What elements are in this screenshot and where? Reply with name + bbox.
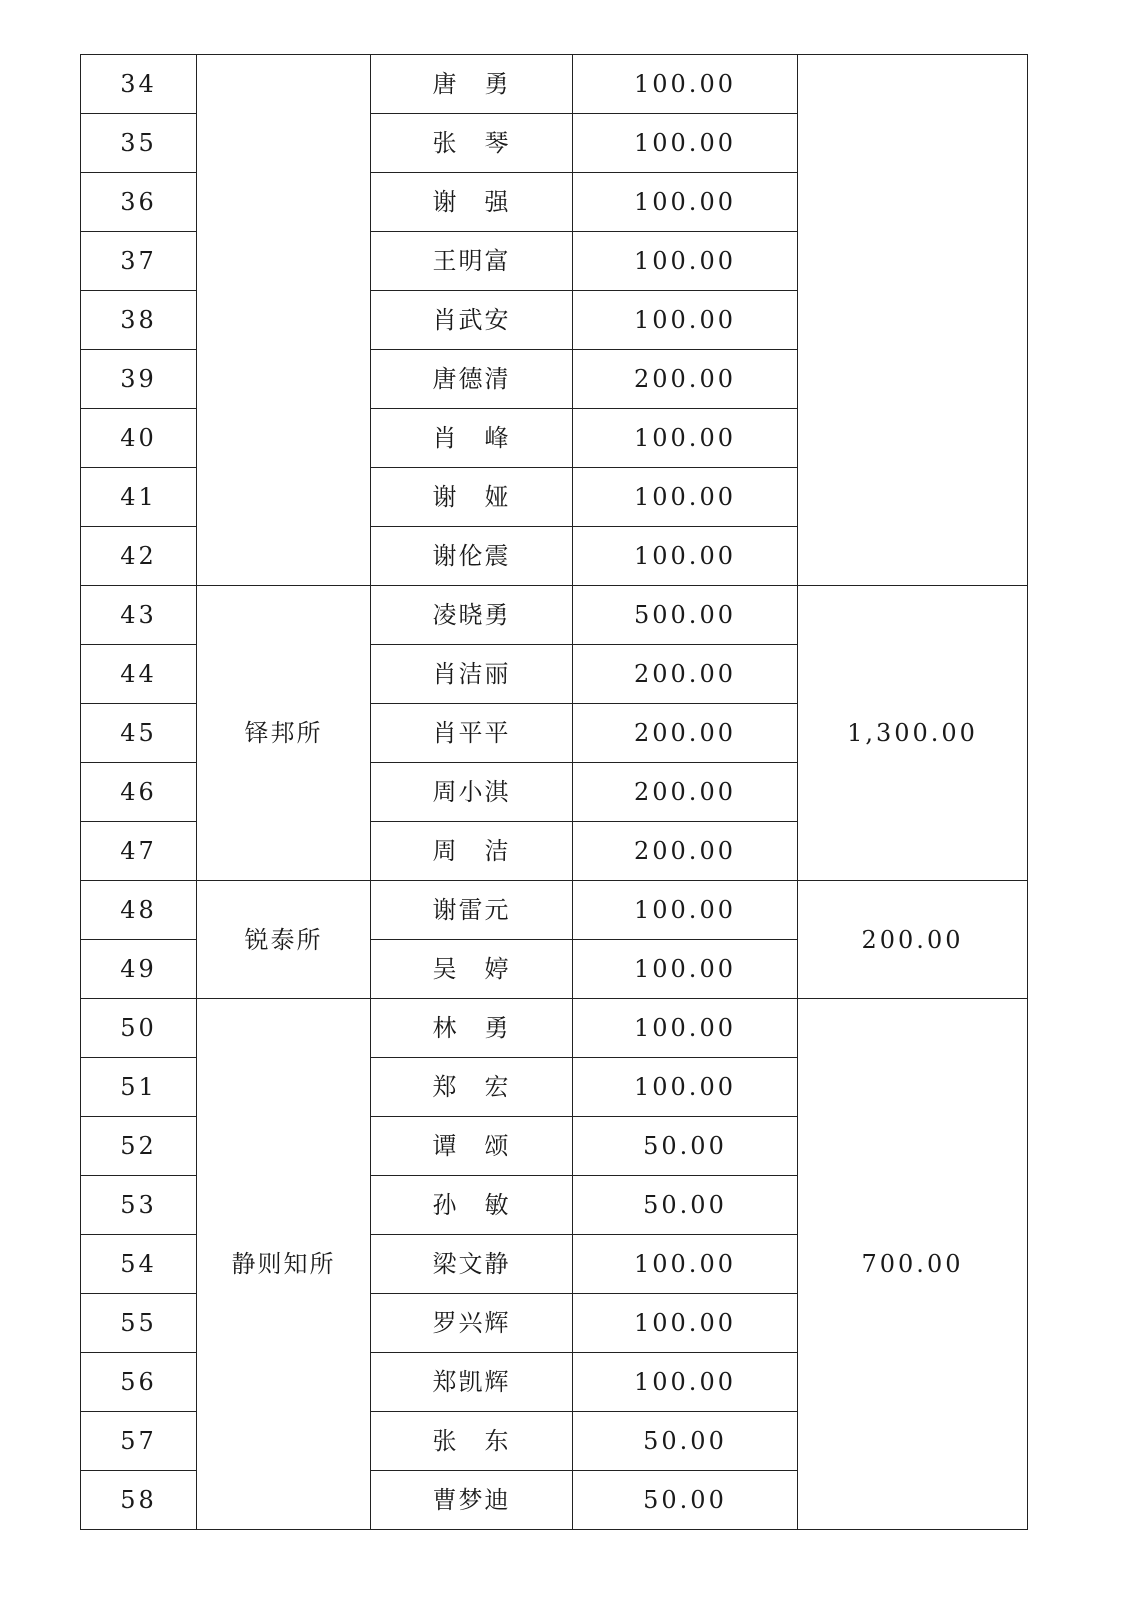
amount-cell: 100.00: [573, 1235, 798, 1294]
row-number-cell: 42: [81, 527, 197, 586]
name-cell: 肖 峰: [371, 409, 573, 468]
name-cell: 肖武安: [371, 291, 573, 350]
name-cell: 谭 颂: [371, 1117, 573, 1176]
unit-cell: 铎邦所: [197, 586, 371, 881]
row-number-cell: 40: [81, 409, 197, 468]
row-number-cell: 49: [81, 940, 197, 999]
name-cell: 张 琴: [371, 114, 573, 173]
name-cell: 肖洁丽: [371, 645, 573, 704]
unit-total-cell: 200.00: [798, 881, 1028, 999]
amount-cell: 200.00: [573, 763, 798, 822]
table-row: [81, 55, 1028, 114]
row-number-cell: 38: [81, 291, 197, 350]
donation-table: [80, 54, 1028, 1530]
name-cell: 梁文静: [371, 1235, 573, 1294]
row-number-cell: 44: [81, 645, 197, 704]
row-number-cell: 36: [81, 173, 197, 232]
name-cell: 张 东: [371, 1412, 573, 1471]
row-number-cell: 51: [81, 1058, 197, 1117]
amount-cell: 200.00: [573, 350, 798, 409]
row-number-cell: 47: [81, 822, 197, 881]
table-row: [81, 586, 1028, 645]
name-cell: 周小淇: [371, 763, 573, 822]
table-body: [81, 55, 1028, 1530]
row-number-cell: 34: [81, 55, 197, 114]
amount-cell: 100.00: [573, 1353, 798, 1412]
row-number-cell: 45: [81, 704, 197, 763]
amount-cell: 100.00: [573, 999, 798, 1058]
name-cell: 周 洁: [371, 822, 573, 881]
amount-cell: 100.00: [573, 291, 798, 350]
name-cell: 谢 娅: [371, 468, 573, 527]
unit-cell: 静则知所: [197, 999, 371, 1530]
amount-cell: 100.00: [573, 940, 798, 999]
amount-cell: 50.00: [573, 1176, 798, 1235]
amount-cell: 50.00: [573, 1471, 798, 1530]
row-number-cell: 57: [81, 1412, 197, 1471]
name-cell: 谢伦震: [371, 527, 573, 586]
row-number-cell: 48: [81, 881, 197, 940]
unit-total-cell: 1,300.00: [798, 586, 1028, 881]
amount-cell: 100.00: [573, 173, 798, 232]
row-number-cell: 52: [81, 1117, 197, 1176]
amount-cell: 100.00: [573, 468, 798, 527]
row-number-cell: 35: [81, 114, 197, 173]
amount-cell: 100.00: [573, 409, 798, 468]
amount-cell: 100.00: [573, 114, 798, 173]
row-number-cell: 56: [81, 1353, 197, 1412]
amount-cell: 100.00: [573, 1058, 798, 1117]
name-cell: 谢 强: [371, 173, 573, 232]
row-number-cell: 46: [81, 763, 197, 822]
amount-cell: 100.00: [573, 527, 798, 586]
amount-cell: 200.00: [573, 822, 798, 881]
amount-cell: 200.00: [573, 645, 798, 704]
row-number-cell: 37: [81, 232, 197, 291]
amount-cell: 100.00: [573, 881, 798, 940]
amount-cell: 500.00: [573, 586, 798, 645]
table-row: [81, 999, 1028, 1058]
name-cell: 谢雷元: [371, 881, 573, 940]
name-cell: 吴 婷: [371, 940, 573, 999]
unit-total-cell: 700.00: [798, 999, 1028, 1530]
row-number-cell: 41: [81, 468, 197, 527]
row-number-cell: 53: [81, 1176, 197, 1235]
name-cell: 孙 敏: [371, 1176, 573, 1235]
name-cell: 唐德清: [371, 350, 573, 409]
unit-total-cell: [798, 55, 1028, 586]
amount-cell: 50.00: [573, 1412, 798, 1471]
row-number-cell: 55: [81, 1294, 197, 1353]
name-cell: 郑 宏: [371, 1058, 573, 1117]
name-cell: 凌晓勇: [371, 586, 573, 645]
amount-cell: 100.00: [573, 1294, 798, 1353]
unit-cell: 锐泰所: [197, 881, 371, 999]
table-row: [81, 881, 1028, 940]
name-cell: 肖平平: [371, 704, 573, 763]
amount-cell: 100.00: [573, 55, 798, 114]
row-number-cell: 54: [81, 1235, 197, 1294]
amount-cell: 50.00: [573, 1117, 798, 1176]
row-number-cell: 50: [81, 999, 197, 1058]
name-cell: 曹梦迪: [371, 1471, 573, 1530]
row-number-cell: 43: [81, 586, 197, 645]
name-cell: 唐 勇: [371, 55, 573, 114]
unit-cell: [197, 55, 371, 586]
row-number-cell: 39: [81, 350, 197, 409]
amount-cell: 200.00: [573, 704, 798, 763]
name-cell: 郑凯辉: [371, 1353, 573, 1412]
name-cell: 王明富: [371, 232, 573, 291]
amount-cell: 100.00: [573, 232, 798, 291]
row-number-cell: 58: [81, 1471, 197, 1530]
name-cell: 林 勇: [371, 999, 573, 1058]
name-cell: 罗兴辉: [371, 1294, 573, 1353]
